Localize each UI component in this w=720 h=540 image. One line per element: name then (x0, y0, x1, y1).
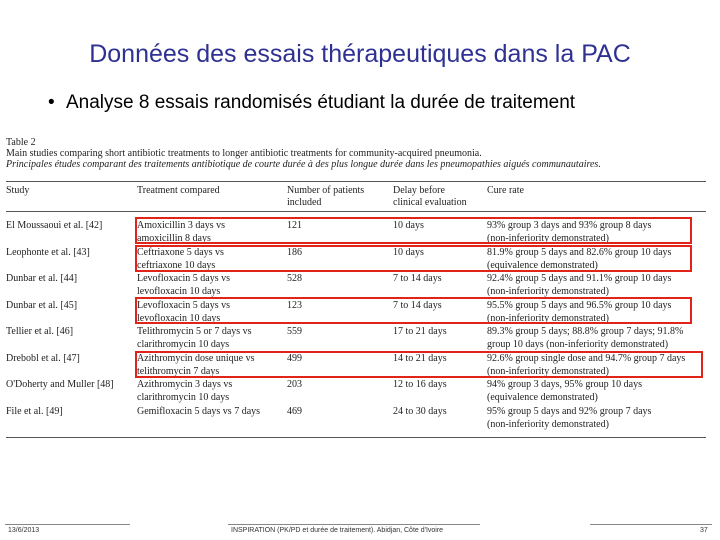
study-cell-line: Dunbar et al. [44] (6, 273, 78, 284)
study-cell (6, 325, 73, 338)
cure-rate-cell-line: 95% group 5 days and 92% group 7 days (487, 405, 652, 417)
delay-cell-line: 24 to 30 days (393, 405, 447, 417)
cure-rate-cell-line: (non-inferiority demonstrated) (487, 286, 609, 297)
cure-rate-cell-line: (non-inferiority demonstrated) (487, 418, 609, 430)
treatment-cell (137, 272, 230, 298)
treatment-cell-line: amoxicillin 8 days (137, 233, 211, 244)
patients-cell-line: 203 (287, 379, 302, 390)
patients-cell-line: 123 (287, 299, 302, 311)
cure-rate-cell-line: 89.3% group 5 days; 88.8% group 7 days; 91.8% (487, 326, 684, 337)
header-patients-line1: Number of patients (287, 185, 365, 196)
delay-cell (393, 378, 447, 391)
patients-cell-line: 559 (287, 326, 302, 337)
cure-rate-cell-line: (equivalence demonstrated) (487, 392, 598, 403)
study-cell (6, 378, 114, 391)
study-cell-line: Leophonte et al. [43] (6, 246, 90, 258)
slide-title: Données des essais thérapeutiques dans la PAC (89, 40, 631, 68)
highlight-box-row-4 (135, 297, 692, 324)
header-delay-line1: Delay before (393, 185, 445, 196)
treatment-cell-line: Telithromycin 5 or 7 days vs (137, 326, 252, 337)
cure-rate-cell-line: 94% group 3 days, 95% group 10 days (487, 379, 642, 390)
table-top-rule (6, 181, 706, 182)
treatment-cell-line: Gemifloxacin 5 days vs 7 days (137, 405, 261, 417)
footer-rule-left (5, 524, 130, 525)
study-cell-line: O'Doherty and Muller [48] (6, 379, 114, 390)
treatment-cell (137, 325, 252, 351)
table-row (6, 272, 706, 298)
treatment-cell-line: clarithromycin 10 days (137, 392, 230, 403)
header-delay-line2: clinical evaluation (393, 197, 467, 208)
study-cell (6, 352, 80, 365)
treatment-cell-line: clarithromycin 10 days (137, 339, 230, 350)
delay-cell-line: 14 to 21 days (393, 352, 447, 364)
study-cell (6, 272, 77, 285)
table-header-rule (6, 211, 706, 212)
treatment-cell (137, 405, 260, 418)
delay-cell (393, 405, 447, 418)
table-bottom-rule (6, 437, 706, 438)
header-study: Study (6, 185, 30, 196)
study-cell-line: File et al. [49] (6, 405, 63, 417)
cure-rate-cell (487, 405, 651, 431)
footer-page-number: 37 (700, 527, 708, 534)
study-cell-line: Tellier et al. [46] (6, 326, 74, 337)
cure-rate-cell (487, 272, 671, 298)
study-cell (6, 246, 90, 259)
cure-rate-cell-line: 93% group 3 days and 93% group 8 days (487, 220, 652, 231)
patients-cell (287, 405, 302, 418)
delay-cell-line: 12 to 16 days (393, 379, 447, 390)
study-cell-line: Dunbar et al. [45] (6, 299, 78, 311)
highlight-box-row-6 (135, 351, 703, 378)
treatment-cell-line: Ceftriaxone 5 days vs (137, 246, 224, 258)
cure-rate-cell-line: (non-inferiority demonstrated) (487, 365, 609, 377)
cure-rate-cell-line: group 10 days (non-inferiority demonstrated) (487, 339, 669, 350)
patients-cell-line: 528 (287, 273, 302, 284)
table-caption-english: Main studies comparing short antibiotic treatments to longer antibiotic treatments for community-acquired pneumonia. (6, 148, 482, 159)
delay-cell-line: 10 days (393, 220, 424, 231)
highlight-box-row-1 (135, 217, 692, 244)
study-cell (6, 299, 77, 312)
patients-cell-line: 469 (287, 405, 302, 417)
treatment-cell-line: levofloxacin 10 days (137, 286, 221, 297)
patients-cell (287, 325, 302, 338)
cure-rate-cell-line: (non-inferiority demonstrated) (487, 233, 609, 244)
highlight-box-row-2 (135, 245, 692, 272)
bullet-icon: • (48, 92, 55, 113)
treatment-cell-line: Amoxicillin 3 days vs (137, 220, 226, 231)
treatment-cell-line: ceftriaxone 10 days (137, 259, 216, 271)
delay-cell-line: 17 to 21 days (393, 326, 447, 337)
treatment-cell-line: Azithromycin 3 days vs (137, 379, 233, 390)
cure-rate-cell (487, 378, 642, 404)
table-caption-french: Principales études comparant des traitements antibiotique de courte durée à des plus longue durée dans les pneumopathies aigués communautaires. (6, 159, 601, 170)
cure-rate-cell-line: 95.5% group 5 days and 96.5% group 10 days (487, 299, 672, 311)
footer-rule-right (590, 524, 712, 525)
header-patients-line2: included (287, 197, 322, 208)
treatment-cell (137, 378, 232, 404)
header-delay (393, 185, 467, 209)
patients-cell-line: 121 (287, 220, 302, 231)
table-row (6, 378, 706, 404)
header-cure-rate: Cure rate (487, 185, 524, 196)
study-cell-line: El Moussaoui et al. [42] (6, 220, 103, 231)
treatment-cell-line: telithromycin 7 days (137, 365, 220, 377)
studies-table (6, 137, 706, 430)
delay-cell-line: 10 days (393, 246, 424, 258)
cure-rate-cell-line: 92.6% group single dose and 94.7% group 7 days (487, 352, 686, 364)
table-caption-label: Table 2 (6, 137, 36, 148)
table-row (6, 405, 706, 431)
patients-cell (287, 378, 302, 391)
treatment-cell-line: Levofloxacin 5 days vs (137, 299, 231, 311)
cure-rate-cell-line: (non-inferiority demonstrated) (487, 312, 609, 324)
table-row (6, 325, 706, 351)
footer-rule-center (228, 524, 480, 525)
treatment-cell-line: Levofloxacin 5 days vs (137, 273, 231, 284)
delay-cell (393, 325, 447, 338)
delay-cell-line: 7 to 14 days (393, 273, 442, 284)
footer-date: 13/6/2013 (8, 527, 40, 534)
study-cell (6, 219, 102, 232)
study-cell-line: Drebobl et al. [47] (6, 352, 80, 364)
treatment-cell-line: levofloxacin 10 days (137, 312, 221, 324)
cure-rate-cell-line: (equivalence demonstrated) (487, 259, 598, 271)
bullet-text: Analyse 8 essais randomisés étudiant la durée de traitement (66, 92, 576, 113)
header-patients (287, 185, 364, 209)
delay-cell (393, 272, 442, 285)
cure-rate-cell-line: 92.4% group 5 days and 91.1% group 10 days (487, 273, 672, 284)
delay-cell-line: 7 to 14 days (393, 299, 442, 311)
footer-center-text: INSPIRATION (PK/PD et durée de traitement). Abidjan, Côte d'Ivoire (231, 527, 444, 534)
header-treatment: Treatment compared (137, 185, 220, 196)
bullet-point (48, 92, 575, 114)
patients-cell (287, 272, 302, 285)
cure-rate-cell-line: 81.9% group 5 days and 82.6% group 10 days (487, 246, 672, 258)
patients-cell-line: 186 (287, 246, 302, 258)
treatment-cell-line: Azithromycin dose unique vs (137, 352, 255, 364)
cure-rate-cell (487, 325, 683, 351)
study-cell (6, 405, 63, 418)
patients-cell-line: 499 (287, 352, 302, 364)
